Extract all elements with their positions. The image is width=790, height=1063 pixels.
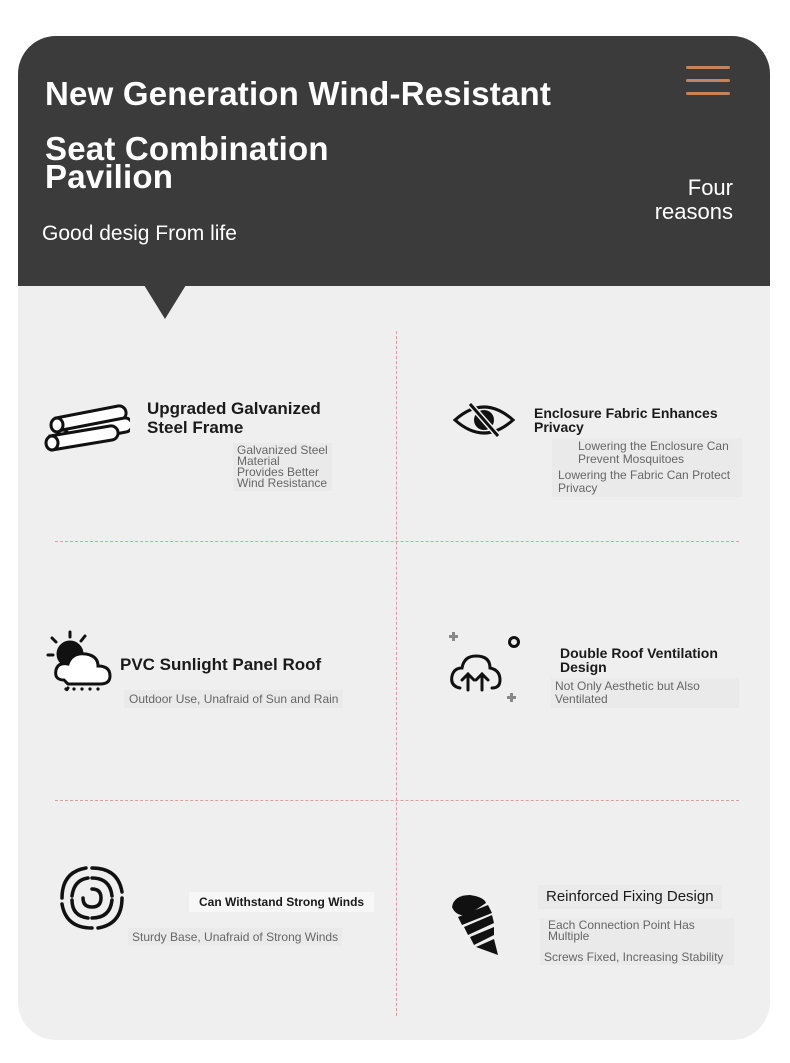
screw-icon (448, 893, 502, 964)
feature-title-steel-frame: Upgraded Galvanized Steel Frame (147, 399, 321, 437)
hamburger-menu-icon[interactable] (686, 66, 730, 96)
feature-desc-strong-winds: Sturdy Base, Unafraid of Strong Winds (128, 928, 342, 946)
header-pointer (144, 285, 186, 319)
trees-ventilation-icon (446, 630, 524, 711)
feature-desc-fixing: Each Connection Point Has Multiple Screws Fixed, Increasing Stability (540, 918, 734, 965)
horizontal-divider-1 (55, 541, 739, 542)
vertical-divider (396, 331, 397, 1016)
header-banner (18, 36, 770, 286)
reasons-label (655, 176, 733, 224)
slogan: Good desig From life (42, 222, 237, 245)
horizontal-divider-2 (55, 800, 739, 801)
feature-title-privacy: Enclosure Fabric Enhances Privacy (534, 405, 718, 435)
feature-desc-ventilation: Not Only Aesthetic but Also Ventilated (551, 678, 739, 708)
feature-desc-privacy: Lowering the Enclosure Can Prevent Mosquitoes Lowering the Fabric Can Protect Privacy (552, 438, 742, 497)
eye-slash-icon (452, 398, 516, 447)
sun-cloud-rain-icon (46, 630, 118, 697)
steel-pipes-icon (44, 400, 130, 463)
feature-title-fixing: Reinforced Fixing Design (538, 885, 722, 909)
feature-title-pvc-roof: PVC Sunlight Panel Roof (120, 655, 322, 674)
feature-title-ventilation: Double Roof Ventilation Design (560, 645, 718, 675)
page-title-line-2: Seat Combination (45, 130, 329, 167)
feature-title-strong-winds: Can Withstand Strong Winds (189, 892, 374, 912)
page-title-line-3: Pavilion (45, 158, 174, 195)
feature-desc-steel-frame: Galvanized Steel Material Provides Better Wind Resistance (233, 443, 332, 491)
reasons-line-2: reasons (654, 199, 733, 224)
wind-swirl-icon (56, 862, 128, 939)
feature-desc-pvc-roof: Outdoor Use, Unafraid of Sun and Rain (124, 690, 343, 708)
reasons-line-1: Four (687, 175, 733, 200)
page-title-line-1: New Generation Wind-Resistant (45, 75, 552, 112)
